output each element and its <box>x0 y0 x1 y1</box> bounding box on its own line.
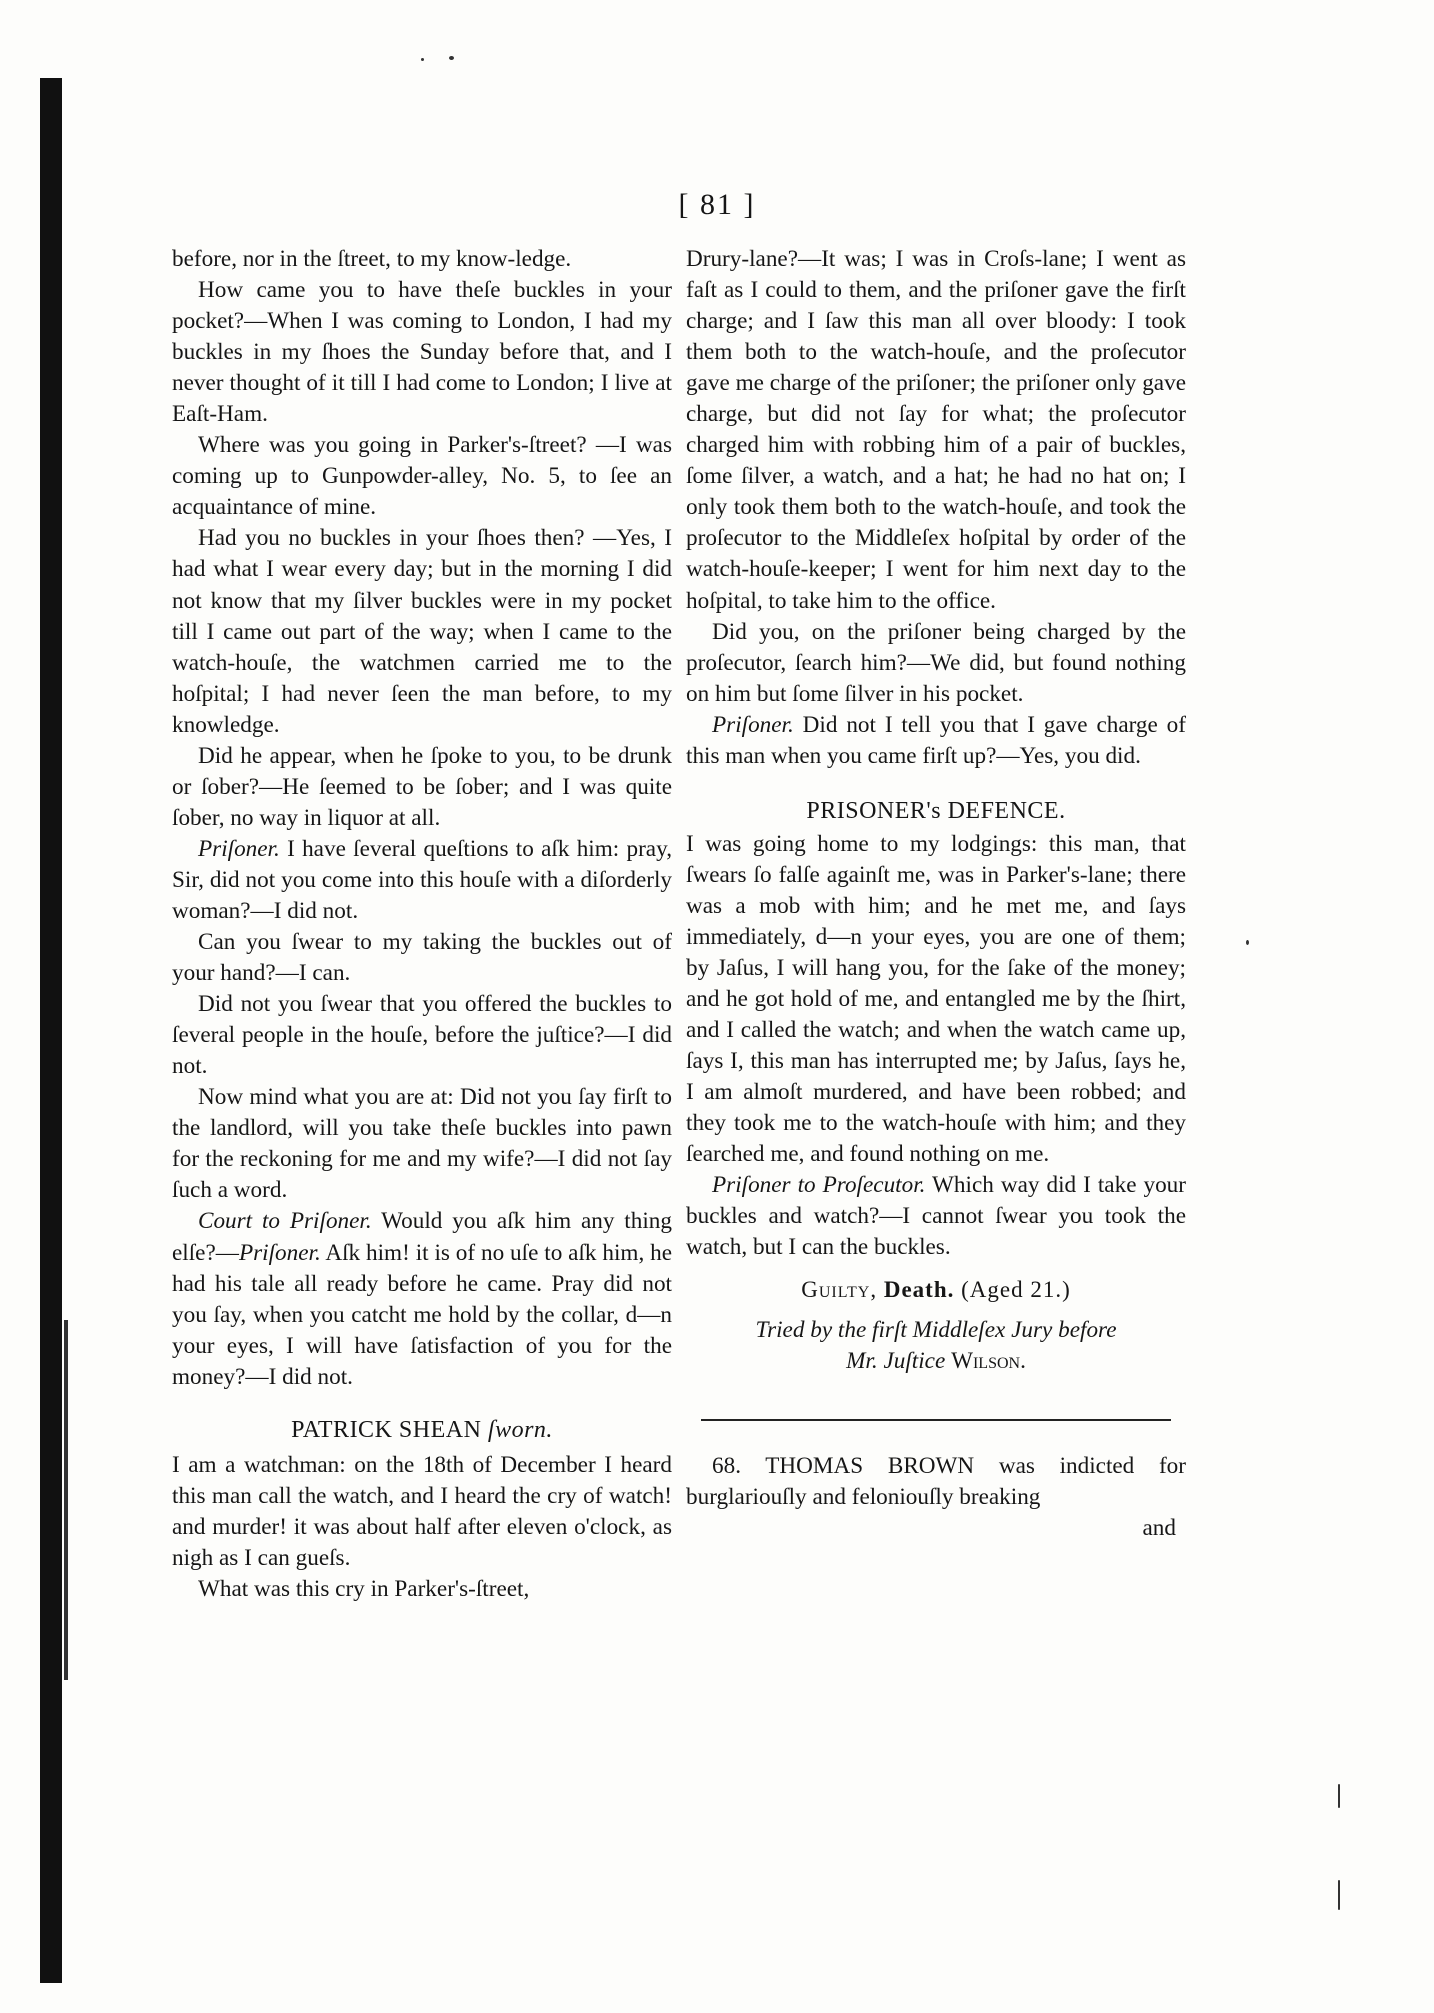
verdict-guilty: Guilty, <box>801 1276 878 1302</box>
paragraph-text: I have ſeveral queſtions to aſk him: pray, Sir, did not you come into this houſe with a diſorderly woman?—I did not. <box>172 835 672 924</box>
paragraph <box>172 834 672 927</box>
verdict-age: (Aged 21.) <box>961 1276 1071 1302</box>
paragraph <box>172 1206 672 1392</box>
paragraph: 68. THOMAS BROWN was indicted for burglariouſly and feloniouſly breaking <box>686 1452 1186 1510</box>
print-speck <box>1338 1880 1340 1910</box>
verdict-death: Death. <box>883 1276 955 1302</box>
witness-name: PATRICK SHEAN <box>291 1416 482 1443</box>
speaker-label: Priſoner. <box>238 1239 321 1266</box>
print-speck <box>1338 1784 1340 1808</box>
paragraph-text: Would you aſk him any thing elſe?— <box>172 1208 672 1266</box>
paragraph: Drury-lane?—It was; I was in Croſs-lane; I went as faſt as I could to them, and the priſoner gave the firſt charge; and I ſaw this man all over bloody: I took them both to the watch-houſe, and the proſecutor gave me charge of the priſoner; the priſoner only gave charge, but did not ſay for what; the proſecutor charged him with robbing him of a pair of buckles, ſome ſilver, a watch, and a hat; he had no hat on; I only took them both to the watch-houſe, and took the proſecutor to the Middleſex hoſpital by order of the watch-houſe-keeper; I went for him next day to the hoſpital, to take him to the office. <box>686 246 1186 614</box>
right-column <box>686 244 1186 1544</box>
speaker-label: Priſoner. <box>198 835 280 862</box>
judge-name: Wilson. <box>951 1347 1026 1374</box>
page-edge-shadow <box>40 78 62 1983</box>
paragraph: Did you, on the priſoner being charged by the proſecutor, ſearch him?—We did, but found nothing on him but ſome ſilver in his pocket. <box>686 618 1186 707</box>
paragraph-text: Aſk him! it is of no uſe to aſk him, he had his tale all ready before he came. Pray did not you ſay, when you catcht me hold by the collar, d—n your eyes, I will have ſatisfaction of you for the money?—I did not. <box>172 1239 672 1390</box>
paragraph: I was going home to my lodgings: this man, that ſwears ſo falſe againſt me, was in Parker's-lane; there was a mob with him; and he met me, and ſays immediately, d—n your eyes, you are one of them; by Jaſus, I will hang you, for the ſake of the money; and he got hold of me, and entangled me by the ſhirt, and I called the watch; and when the watch came up, ſays I, this man has interrupted me; by Jaſus, ſays he, I am almoſt murdered, and have been robbed; and they took me to the watch-houſe with him; and they ſearched me, and found nothing on me. <box>686 830 1186 1168</box>
paragraph: Where was you going in Parker's-ſtreet? —I was coming up to Gunpowder-alley, No. 5, to ſee an acquaintance of mine. <box>172 432 672 521</box>
left-column <box>172 244 672 1605</box>
tried-line <box>686 1315 1186 1377</box>
page-edge-shadow-thin <box>64 1320 68 1680</box>
speaker-label: Priſoner to Proſecutor. <box>712 1172 926 1199</box>
paragraph: Can you ſwear to my taking the buckles out of your hand?—I can. <box>172 929 672 987</box>
paragraph: Had you no buckles in your ſhoes then? —Yes, I had what I wear every day; but in the morning I did not know that my ſilver buckles were in my pocket till I came out part of the way; when I came to the watch-houſe, the watchmen carried me to the hoſpital; I had never ſeen the man before, to my knowledge. <box>172 525 672 738</box>
paragraph-text: Which way did I take your buckles and watch?—I cannot ſwear you took the watch, but I can the buckles. <box>686 1172 1186 1261</box>
verdict <box>686 1274 1186 1305</box>
paragraph: I am a watchman: on the 18th of December I heard this man call the watch, and I heard the cry of watch! and murder! it was about half after eleven o'clock, as nigh as I can gueſs. <box>172 1451 672 1571</box>
print-speck <box>449 56 454 60</box>
defence-heading: PRISONER's DEFENCE. <box>806 797 1066 824</box>
page-number: [ 81 ] <box>678 188 756 221</box>
speaker-label: Court to Priſoner. <box>198 1208 372 1235</box>
tried-text: Tried by the firſt Middleſex Jury before <box>755 1316 1117 1343</box>
paragraph-text: Did not I tell you that I gave charge of this man when you came firſt up?—Yes, you did. <box>686 711 1186 769</box>
paragraph: How came you to have theſe buckles in your pocket?—When I was coming to London, I had my buckles in my ſhoes the Sunday before that, and I never thought of it till I had come to London; I live at Eaſt-Ham. <box>172 277 672 428</box>
paragraph <box>686 1170 1186 1263</box>
print-speck <box>1246 940 1249 945</box>
paragraph: Did he appear, when he ſpoke to you, to be drunk or ſober?—He ſeemed to be ſober; and I was quite ſober, no way in liquor at all. <box>172 742 672 831</box>
paragraph: Now mind what you are at: Did not you ſay firſt to the landlord, will you take theſe buckles into pawn for the reckoning for me and my wife?—I did not ſay ſuch a word. <box>172 1084 672 1204</box>
print-speck <box>421 58 424 61</box>
paragraph: What was this cry in Parker's-ſtreet, <box>198 1575 530 1602</box>
catchword: and <box>1142 1514 1176 1541</box>
section-divider <box>701 1419 1171 1421</box>
paragraph <box>686 710 1186 772</box>
paragraph: Did not you ſwear that you offered the buckles to ſeveral people in the houſe, before the juſtice?—I did not. <box>172 991 672 1080</box>
speaker-label: Priſoner. <box>712 711 794 738</box>
sworn-label: ſworn. <box>487 1416 553 1443</box>
tried-mr: Mr. Juſtice <box>846 1347 946 1374</box>
paragraph: before, nor in the ſtreet, to my know-ledge. <box>172 246 572 272</box>
witness-heading <box>172 1415 672 1446</box>
